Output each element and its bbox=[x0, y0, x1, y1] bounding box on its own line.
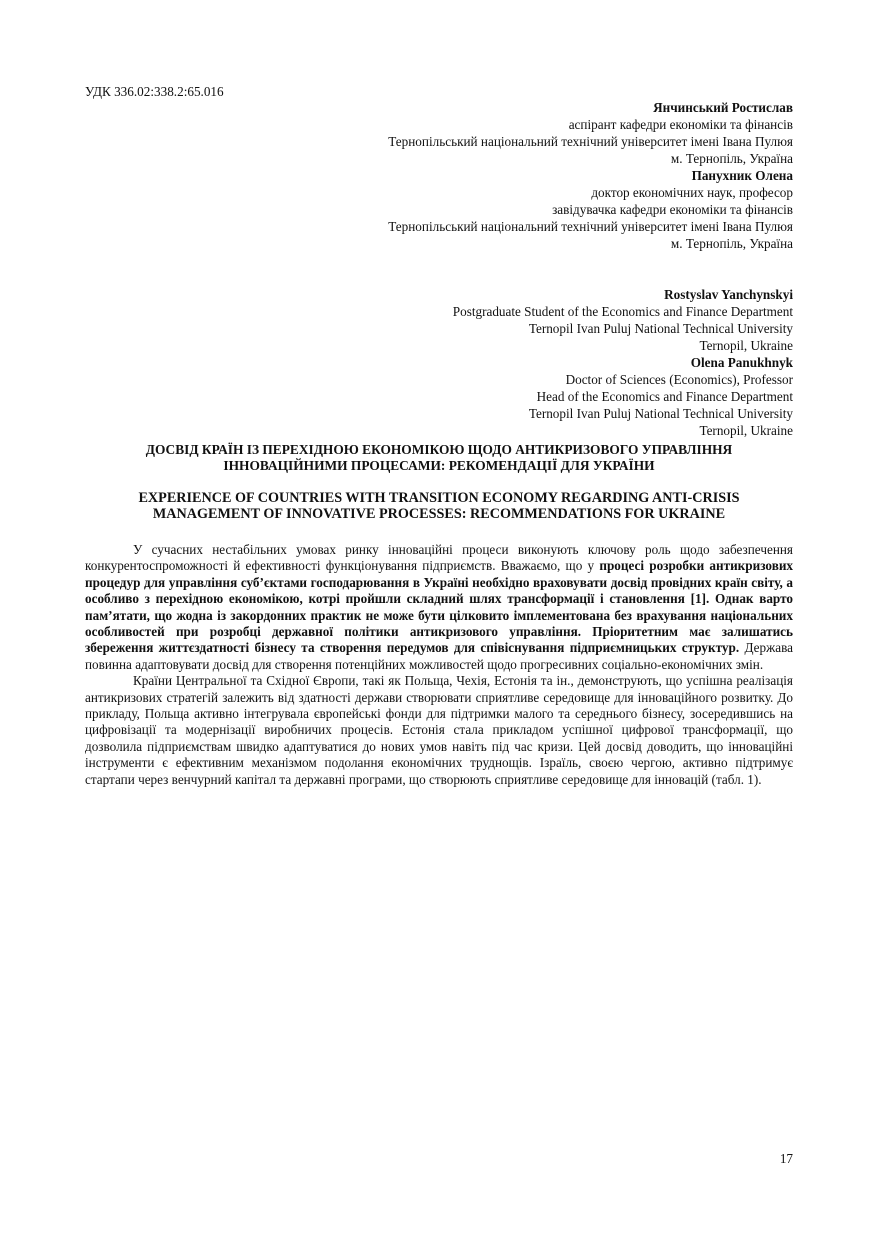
author-affiliation-line: Ternopil, Ukraine bbox=[699, 338, 793, 353]
author-affiliation-line: Doctor of Sciences (Economics), Professor bbox=[565, 372, 793, 387]
author-name-ua-1: Янчинський Ростислав bbox=[653, 100, 793, 115]
title-line: EXPERIENCE OF COUNTRIES WITH TRANSITION ECONOMY REGARDING ANTI-CRISIS bbox=[138, 490, 740, 506]
author-affiliation-line: м. Тернопіль, Україна bbox=[670, 151, 793, 166]
author-affiliation-line: аспірант кафедри економіки та фінансів bbox=[568, 117, 793, 132]
author-affiliation-line: Postgraduate Student of the Economics and Finance Department bbox=[452, 304, 793, 319]
spacer bbox=[200, 252, 793, 269]
paragraph-text-bold: процесі розробки антикризових процедур для управління суб’єктами господарювання в Україні необхідно враховувати досвід провідних країн світу, а особливо з перехідною економікою, котрі пройшли складний шлях трансформації і становлення [1]. Однак варто пам’ятати, що жодна із закордонних практик не може бути цілковито імплементована без врахування національних особливостей при розробці державної політики антикризового управління. Пріоритетним має залишатись збереження життєздатності бізнесу та створення передумов для співіснування підприємницьких структур. bbox=[85, 558, 794, 656]
author-name-en-2: Olena Panukhnyk bbox=[690, 355, 793, 370]
author-affiliation-line: завідувачка кафедри економіки та фінансів bbox=[552, 202, 793, 217]
article-title-english bbox=[85, 491, 793, 522]
article-title-ukrainian bbox=[85, 442, 793, 473]
author-affiliation-line: Head of the Economics and Finance Department bbox=[536, 389, 793, 404]
author-affiliation-line: Тернопільський національний технічний університет імені Івана Пулюя bbox=[388, 219, 793, 234]
article-body bbox=[85, 542, 793, 788]
title-line: ІННОВАЦІЙНИМИ ПРОЦЕСАМИ: РЕКОМЕНДАЦІЇ ДЛЯ УКРАЇНИ bbox=[223, 457, 655, 473]
title-line: MANAGEMENT OF INNOVATIVE PROCESSES: RECOMMENDATIONS FOR UKRAINE bbox=[152, 505, 726, 522]
author-affiliation-line: доктор економічних наук, професор bbox=[591, 185, 793, 200]
udc-code: УДК 336.02:338.2:65.016 bbox=[85, 84, 224, 99]
author-affiliation-line: Ternopil, Ukraine bbox=[699, 423, 793, 438]
author-affiliation-line: Тернопільський національний технічний університет імені Івана Пулюя bbox=[388, 134, 793, 149]
page-number: 17 bbox=[779, 1151, 793, 1166]
title-line: ДОСВІД КРАЇН ІЗ ПЕРЕХІДНОЮ ЕКОНОМІКОЮ ЩОДО АНТИКРИЗОВОГО УПРАВЛІННЯ bbox=[145, 442, 733, 457]
paragraph-text: Держава повинна адаптовувати досвід для створення потенційних можливостей щодо прогресивних соціально-економічних змін. bbox=[85, 640, 793, 672]
paragraph-text: У сучасних нестабільних умовах ринку інноваційні процеси виконують ключову роль щодо забезпечення конкурентоспроможності й ефективності функціонування підприємств. Вважаємо, що у bbox=[85, 542, 793, 574]
author-affiliation-line: Ternopil Ivan Puluj National Technical University bbox=[528, 406, 793, 421]
author-affiliation-line: м. Тернопіль, Україна bbox=[670, 236, 793, 251]
author-name-en-1: Rostyslav Yanchynskyi bbox=[664, 287, 793, 302]
author-affiliation-line: Ternopil Ivan Puluj National Technical University bbox=[528, 321, 793, 336]
body-paragraph: Країни Центральної та Східної Європи, такі як Польща, Чехія, Естонія та ін., демонструють, що успішна реалізація антикризових стратегій залежить від здатності держави створювати сприятливе середовище для інноваційного розвитку. До прикладу, Польща активно інтегрувала європейські фонди для підтримки малого та середнього бізнесу, зосередившись на цифровізації та модернізації виробничих процесів. Естонія стала прикладом успішної цифрової трансформації, що дозволила підприємствам швидко адаптуватися до нових умов навіть під час кризи. Цей досвід доводить, що інноваційні інструменти є ефективним механізмом подолання економічних труднощів. Ізраїль, своєю чергою, активно підтримує стартапи через венчурний капітал та державні програми, що створюють сприятливе середовище для інновацій (табл. 1). bbox=[85, 673, 793, 787]
body-paragraph bbox=[85, 542, 793, 673]
spacer bbox=[200, 269, 793, 286]
author-block bbox=[200, 99, 793, 439]
author-name-ua-2: Панухник Олена bbox=[691, 168, 793, 183]
